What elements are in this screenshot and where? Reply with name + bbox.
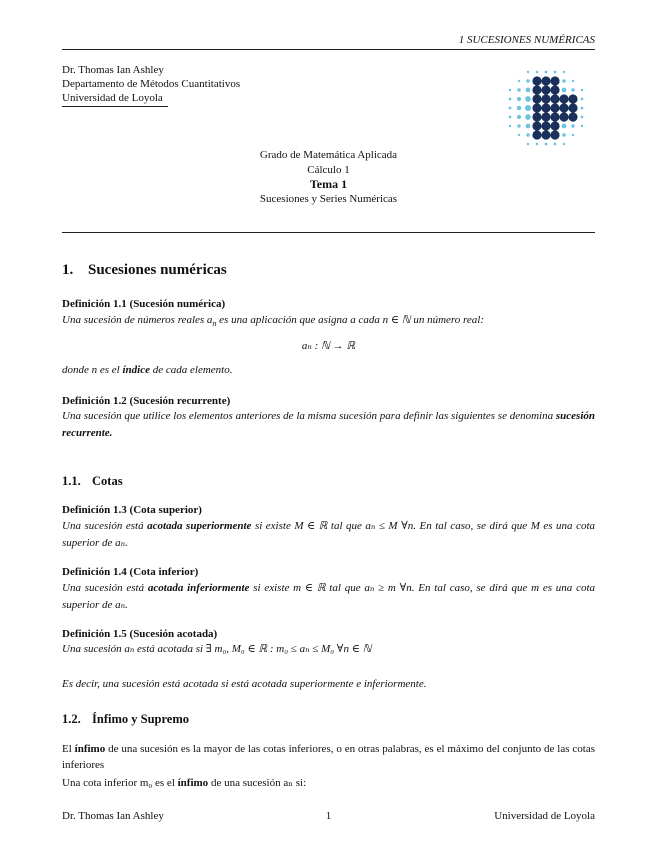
def12-bold: sucesión recurrente. <box>62 410 595 439</box>
logo-dot <box>554 143 557 146</box>
def14-text-a: Una sucesión está <box>62 582 148 594</box>
logo-dot <box>527 143 529 145</box>
logo-dot <box>541 121 550 130</box>
logo-dot <box>581 107 584 110</box>
remark-bounded: Es decir, una sucesión está acotada si está acotada superiormente e inferiormente. <box>62 678 427 690</box>
infimo-text-a: El <box>62 743 75 755</box>
logo-dot <box>550 103 559 112</box>
section-1-1-title: Cotas <box>92 474 123 488</box>
logo-dot <box>517 88 520 91</box>
definition-1-3-title: Definición 1.3 (Cota superior) <box>62 504 202 516</box>
logo-dot <box>526 79 529 82</box>
logo-dot <box>526 124 531 129</box>
definition-1-2-body <box>62 408 595 442</box>
def11-after-c: de cada elemento. <box>150 364 233 376</box>
logo-dot <box>562 88 567 93</box>
logo-dot <box>550 85 559 94</box>
logo-dot <box>541 103 550 112</box>
logo-dot <box>562 124 567 129</box>
def11-after-bold: índice <box>122 364 150 376</box>
def13-bold: acotada superiormente <box>147 520 252 532</box>
definition-1-4-body <box>62 580 595 614</box>
infimo2-text-a: Una cota inferior m₀ es el <box>62 777 178 789</box>
logo-dot <box>571 124 574 127</box>
infimo-text-b: de una sucesión es la mayor de las cotas inferiores, o en otras palabras, es el máximo del conjunto de las cotas inferiores <box>62 743 595 771</box>
logo-dot <box>536 143 539 146</box>
author-name: Dr. Thomas Ian Ashley <box>62 64 164 76</box>
math-n-in-N: n ∈ ℕ <box>382 314 411 326</box>
logo-dot <box>559 94 568 103</box>
logo-dot <box>581 125 583 127</box>
logo-dot <box>541 112 550 121</box>
definition-1-1-title: Definición 1.1 (Sucesión numérica) <box>62 298 226 310</box>
logo-dot <box>517 124 520 127</box>
definition-1-5-body: Una sucesión aₙ está acotada si ∃ m₀, M₀ ∈ ℝ : m₀ ≤ aₙ ≤ M₀ ∀n ∈ ℕ <box>62 643 372 655</box>
logo-dot <box>532 130 541 139</box>
course-block <box>62 148 595 206</box>
section-1-heading <box>62 262 227 279</box>
definition-1-3-body <box>62 518 595 552</box>
infimo2-bold: ínfimo <box>177 777 209 789</box>
footer-page-number: 1 <box>325 810 332 822</box>
logo-dot <box>562 133 565 136</box>
definition-1-1-after <box>62 362 595 379</box>
logo-dot <box>509 89 511 91</box>
logo-dot <box>541 85 550 94</box>
logo-dot <box>581 116 584 119</box>
logo-dot <box>559 112 568 121</box>
logo-dot <box>525 114 531 120</box>
def11-after-b: es el <box>97 364 123 376</box>
author-rule <box>62 106 168 107</box>
logo-dot <box>563 143 565 145</box>
logo-dot <box>532 94 541 103</box>
infimo2-text-b: de una sucesión aₙ si: <box>208 777 307 789</box>
logo-dot <box>518 134 520 136</box>
logo-dot <box>509 125 511 127</box>
logo-dot <box>509 107 512 110</box>
logo-dot <box>532 112 541 121</box>
def11-text-b: es una aplicación que asigna a cada <box>216 314 383 326</box>
running-header: 1 SUCESIONES NUMÉRICAS <box>458 34 595 46</box>
definition-1-1-body <box>62 312 595 332</box>
section-1-2-heading <box>62 712 189 727</box>
section-1-number: 1. <box>62 262 74 278</box>
logo-dot <box>550 94 559 103</box>
logo-dot <box>545 71 548 74</box>
def12-text: Una sucesión que utilice los elementos anteriores de la misma sucesión para definir las siguientes se denomina <box>62 410 556 422</box>
logo-dot <box>572 80 574 82</box>
logo-dot <box>526 88 531 93</box>
logo-dot <box>532 121 541 130</box>
logo-dot <box>518 80 520 82</box>
logo-dot <box>581 98 584 101</box>
logo-dot <box>550 130 559 139</box>
logo-dot <box>541 130 550 139</box>
def13-text-b: si existe M ∈ ℝ tal que aₙ ≤ M ∀n. En tal caso, se dirá que M es una cota superior de aₙ. <box>62 520 596 549</box>
section-1-1-number: 1.1. <box>62 474 81 488</box>
math-n: n <box>91 364 98 376</box>
logo-dot <box>532 76 541 85</box>
course-subtitle: Sucesiones y Series Numéricas <box>259 192 398 205</box>
author-block <box>62 63 240 105</box>
def11-text-a: Una sucesión de números reales <box>62 314 207 326</box>
section-1-title: Sucesiones numéricas <box>88 262 227 278</box>
definition-1-5-title: Definición 1.5 (Sucesión acotada) <box>62 628 218 640</box>
logo-dot <box>568 112 577 121</box>
logo-dot <box>568 103 577 112</box>
logo-dot <box>550 112 559 121</box>
logo-dot <box>532 103 541 112</box>
logo-dot <box>527 71 529 73</box>
infimo-condition <box>62 775 595 791</box>
logo-dot <box>568 94 577 103</box>
author-university: Universidad de Loyola <box>62 92 163 104</box>
course-degree: Grado de Matemática Aplicada <box>259 149 398 161</box>
math-an: $a_n$ <box>206 314 217 329</box>
header-rule <box>62 49 595 50</box>
logo-dot <box>571 88 574 91</box>
logo-dot <box>517 106 521 110</box>
author-department: Departamento de Métodos Cuantitativos <box>62 78 241 90</box>
logo-dot <box>525 105 531 111</box>
logo-dot <box>581 89 583 91</box>
logo-dot <box>541 76 550 85</box>
logo-dot <box>532 85 541 94</box>
section-1-2-number: 1.2. <box>62 712 81 726</box>
section-1-1-heading <box>62 474 123 489</box>
infimo-paragraph <box>62 741 595 773</box>
footer-author: Dr. Thomas Ian Ashley <box>62 810 164 822</box>
def13-text-a: Una sucesión está <box>62 520 148 532</box>
logo-dot <box>509 98 512 101</box>
def14-bold: acotada inferiormente <box>147 582 250 594</box>
university-logo <box>500 62 592 154</box>
logo-dot <box>541 94 550 103</box>
def14-text-b: si existe m ∈ ℝ tal que aₙ ≥ m ∀n. En tal caso, se dirá que m es una cota superior de aₙ. <box>62 582 596 611</box>
logo-dot <box>550 121 559 130</box>
logo-dot <box>536 71 539 74</box>
def11-after-a: donde <box>62 364 92 376</box>
def11-text-c: un número real: <box>410 314 485 326</box>
logo-dot <box>517 97 521 101</box>
title-rule <box>62 232 595 233</box>
logo-dot <box>545 143 548 146</box>
infimo-bold: ínfimo <box>74 743 106 755</box>
formula-mapping: aₙ : ℕ → ℝ <box>301 340 356 352</box>
logo-dot <box>563 71 565 73</box>
course-subject: Cálculo 1 <box>307 163 350 176</box>
logo-dot <box>509 116 512 119</box>
logo-dot <box>517 115 521 119</box>
course-topic: Tema 1 <box>309 177 348 191</box>
logo-dot <box>562 79 565 82</box>
definition-1-4-title: Definición 1.4 (Cota inferior) <box>62 566 199 578</box>
logo-dot <box>525 96 531 102</box>
definition-1-2-title: Definición 1.2 (Sucesión recurrente) <box>62 395 231 407</box>
logo-dot <box>559 103 568 112</box>
logo-dot <box>554 71 557 74</box>
logo-dot <box>550 76 559 85</box>
footer-university: Universidad de Loyola <box>494 810 595 822</box>
logo-dot <box>526 133 529 136</box>
logo-dot <box>572 134 574 136</box>
section-1-2-title: Ínfimo y Supremo <box>92 712 190 726</box>
